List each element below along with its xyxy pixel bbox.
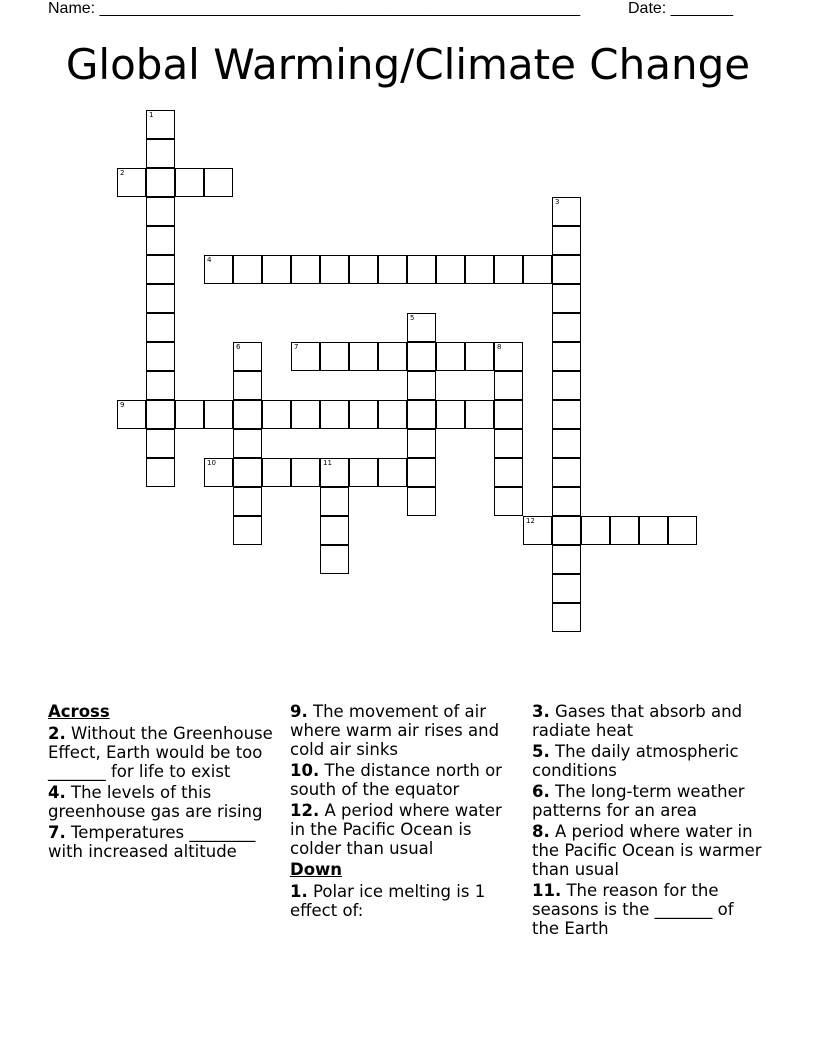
clue-across-12 [290,801,518,858]
crossword-cell[interactable] [320,458,349,487]
cell-number: 10 [207,459,216,467]
crossword-cell[interactable] [494,342,523,371]
clue-down-3 [532,702,764,740]
clue-number: 4. [48,783,66,802]
crossword-cell[interactable] [204,458,233,487]
crossword-cell[interactable] [552,197,581,226]
crossword-cell[interactable] [233,255,262,284]
crossword-cell[interactable] [378,400,407,429]
crossword-cell[interactable] [146,139,175,168]
crossword-cell[interactable] [204,168,233,197]
cell-number: 4 [207,256,212,264]
crossword-cell[interactable] [146,168,175,197]
crossword-cell[interactable] [291,342,320,371]
name-field-label[interactable]: Name: ______________________________________________________ [48,0,581,17]
crossword-cell[interactable] [233,400,262,429]
crossword-cell[interactable] [639,516,668,545]
crossword-cell[interactable] [146,313,175,342]
down-heading: Down [290,860,343,879]
crossword-cell[interactable] [146,226,175,255]
crossword-cell[interactable] [552,545,581,574]
crossword-cell[interactable] [552,371,581,400]
clue-text: A period where water in the Pacific Ocean is warmer than usual [532,822,762,879]
crossword-cell[interactable] [552,458,581,487]
clue-number: 3. [532,702,550,721]
crossword-cell[interactable] [407,255,436,284]
clue-number: 8. [532,822,550,841]
crossword-cell[interactable] [291,255,320,284]
date-field-label[interactable]: Date: _______ [628,0,733,17]
crossword-cell[interactable] [407,400,436,429]
crossword-cell[interactable] [407,458,436,487]
clue-text: A period where water in the Pacific Ocean is colder than usual [290,801,502,858]
crossword-cell[interactable] [262,458,291,487]
clue-number: 5. [532,742,550,761]
crossword-cell[interactable] [581,516,610,545]
cell-number: 2 [120,169,125,177]
crossword-cell[interactable] [552,429,581,458]
clues-column-2 [290,702,518,922]
cell-number: 11 [323,459,332,467]
crossword-cell[interactable] [146,400,175,429]
crossword-cell[interactable] [146,255,175,284]
crossword-cell[interactable] [436,255,465,284]
crossword-cell[interactable] [465,342,494,371]
clues-column-3 [532,702,764,940]
across-heading: Across [48,702,110,721]
clue-number: 2. [48,724,66,743]
crossword-cell[interactable] [204,400,233,429]
crossword-cell[interactable] [262,255,291,284]
crossword-cell[interactable] [320,255,349,284]
crossword-cell[interactable] [233,342,262,371]
crossword-cell[interactable] [552,342,581,371]
crossword-cell[interactable] [494,487,523,516]
cell-number: 8 [497,343,502,351]
crossword-cell[interactable] [378,255,407,284]
crossword-cell[interactable] [291,458,320,487]
crossword-cell[interactable] [378,342,407,371]
clue-text: The movement of air where warm air rises and cold air sinks [290,702,500,759]
crossword-cell[interactable] [523,516,552,545]
crossword-cell[interactable] [233,516,262,545]
crossword-cell[interactable] [494,371,523,400]
clue-down-5 [532,742,764,780]
crossword-cell[interactable] [407,371,436,400]
cell-number: 9 [120,401,125,409]
cell-number: 6 [236,343,241,351]
clue-number: 6. [532,782,550,801]
crossword-cell[interactable] [407,487,436,516]
crossword-cell[interactable] [465,255,494,284]
crossword-cell[interactable] [320,400,349,429]
cell-number: 3 [555,198,560,206]
crossword-cell[interactable] [320,342,349,371]
crossword-cell[interactable] [117,400,146,429]
clue-text: Polar ice melting is 1 effect of: [290,882,486,920]
crossword-cell[interactable] [494,400,523,429]
cell-number: 7 [294,343,299,351]
crossword-cell[interactable] [175,168,204,197]
crossword-cell[interactable] [407,313,436,342]
crossword-cell[interactable] [146,371,175,400]
clue-text: Without the Greenhouse Effect, Earth would be too _______ for life to exist [48,724,273,781]
clue-number: 1. [290,882,308,901]
crossword-cell[interactable] [117,168,146,197]
clue-text: The distance north or south of the equator [290,761,502,799]
crossword-cell[interactable] [552,313,581,342]
crossword-cell[interactable] [233,429,262,458]
crossword-cell[interactable] [320,487,349,516]
crossword-cell[interactable] [552,487,581,516]
clue-across-10 [290,761,518,799]
crossword-cell[interactable] [233,487,262,516]
clue-across-4 [48,783,274,821]
clue-across-9 [290,702,518,759]
crossword-cell[interactable] [552,516,581,545]
crossword-cell[interactable] [668,516,697,545]
clue-text: The daily atmospheric conditions [532,742,739,780]
crossword-cell[interactable] [552,284,581,313]
crossword-cell[interactable] [436,400,465,429]
crossword-cell[interactable] [146,284,175,313]
crossword-cell[interactable] [146,342,175,371]
cell-number: 1 [149,111,154,119]
crossword-cell[interactable] [204,255,233,284]
crossword-cell[interactable] [610,516,639,545]
crossword-cell[interactable] [146,429,175,458]
crossword-cell[interactable] [349,400,378,429]
crossword-cell[interactable] [494,429,523,458]
cell-number: 5 [410,314,415,322]
clue-number: 11. [532,881,562,900]
crossword-cell[interactable] [523,255,552,284]
crossword-cell[interactable] [552,603,581,632]
crossword-cell[interactable] [407,342,436,371]
crossword-cell[interactable] [378,458,407,487]
clue-text: The long-term weather patterns for an area [532,782,745,820]
crossword-cell[interactable] [552,400,581,429]
crossword-cell[interactable] [320,545,349,574]
crossword-cell[interactable] [552,226,581,255]
crossword-cell[interactable] [349,342,378,371]
page-title: Global Warming/Climate Change [65,40,751,89]
crossword-cell[interactable] [146,197,175,226]
crossword-cell[interactable] [233,458,262,487]
clue-text: Gases that absorb and radiate heat [532,702,743,740]
crossword-cell[interactable] [349,458,378,487]
crossword-cell[interactable] [262,400,291,429]
crossword-cell[interactable] [407,429,436,458]
clue-text: Temperatures ________ with increased altitude [48,823,256,861]
crossword-cell[interactable] [494,458,523,487]
clue-across-2 [48,724,274,781]
clue-down-6 [532,782,764,820]
crossword-cell[interactable] [436,342,465,371]
crossword-cell[interactable] [552,255,581,284]
crossword-cell[interactable] [291,400,320,429]
clues-column-1 [48,702,274,863]
crossword-cell[interactable] [349,255,378,284]
clue-number: 7. [48,823,66,842]
crossword-cell[interactable] [146,458,175,487]
crossword-cell[interactable] [146,110,175,139]
clue-down-8 [532,822,764,879]
crossword-cell[interactable] [552,574,581,603]
clue-text: The reason for the seasons is the _______ of the Earth [532,881,734,938]
clue-text: The levels of this greenhouse gas are rising [48,783,263,821]
clue-across-7 [48,823,274,861]
clue-down-1 [290,882,518,920]
crossword-cell[interactable] [233,371,262,400]
crossword-cell[interactable] [494,255,523,284]
clue-down-11 [532,881,764,938]
cell-number: 12 [526,517,535,525]
clue-number: 12. [290,801,320,820]
clue-number: 9. [290,702,308,721]
clue-number: 10. [290,761,320,780]
crossword-cell[interactable] [175,400,204,429]
crossword-cell[interactable] [465,400,494,429]
crossword-cell[interactable] [320,516,349,545]
